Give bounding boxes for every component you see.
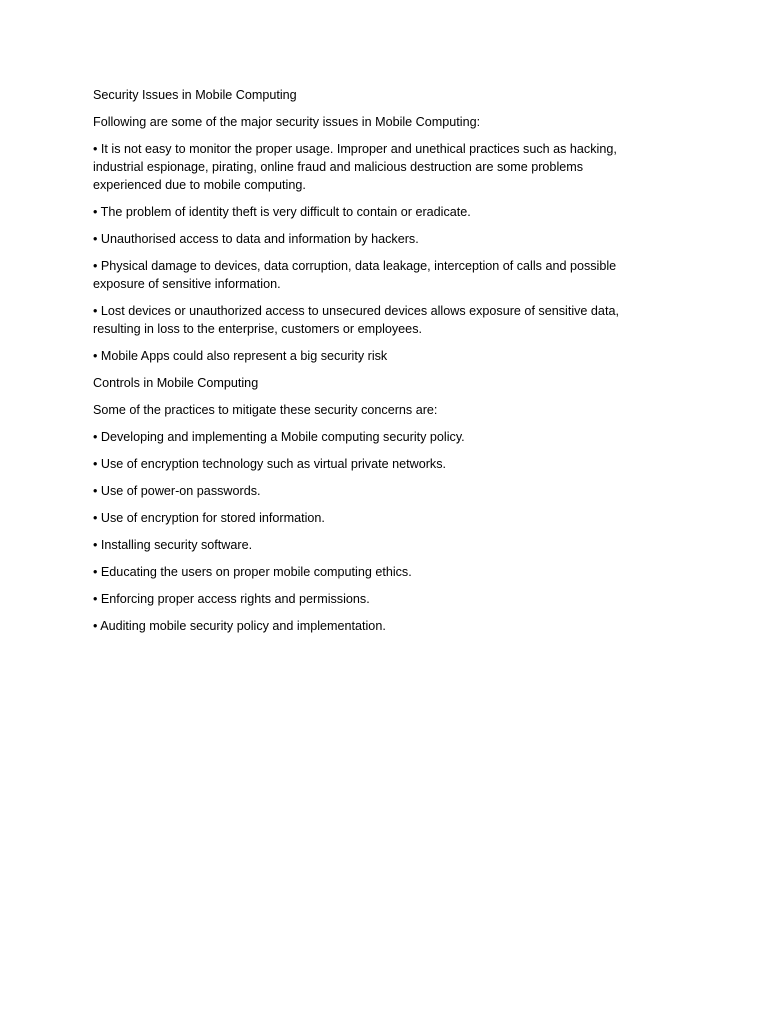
bullet-item: • Use of encryption technology such as virtual private networks. bbox=[93, 457, 447, 471]
document-page bbox=[93, 86, 653, 644]
section-heading-controls: Controls in Mobile Computing bbox=[93, 376, 259, 390]
bullet-item: • Unauthorised access to data and information by hackers. bbox=[93, 232, 419, 246]
section-heading-security-issues: Security Issues in Mobile Computing bbox=[93, 88, 297, 102]
bullet-item: • Use of encryption for stored information. bbox=[93, 511, 325, 525]
bullet-item: • Physical damage to devices, data corruption, data leakage, interception of calls and possible exposure of sensitive information. bbox=[93, 259, 617, 291]
bullet-item: • Lost devices or unauthorized access to unsecured devices allows exposure of sensitive data, resulting in loss to the enterprise, customers or employees. bbox=[93, 304, 619, 336]
bullet-item: • The problem of identity theft is very difficult to contain or eradicate. bbox=[93, 205, 471, 219]
bullet-item: • Installing security software. bbox=[93, 538, 253, 552]
bullet-item: • Enforcing proper access rights and permissions. bbox=[93, 592, 370, 606]
section-intro-security-issues: Following are some of the major security issues in Mobile Computing: bbox=[93, 115, 481, 129]
bullet-item: • Auditing mobile security policy and implementation. bbox=[93, 619, 386, 633]
section-intro-controls: Some of the practices to mitigate these security concerns are: bbox=[93, 403, 438, 417]
bullet-item: • Developing and implementing a Mobile computing security policy. bbox=[93, 430, 465, 444]
bullet-item: • Mobile Apps could also represent a big security risk bbox=[93, 349, 388, 363]
bullet-item: • It is not easy to monitor the proper usage. Improper and unethical practices such as hacking, industrial espionage, pirating, online fraud and malicious destruction are some problems experienced due to mobile computing. bbox=[93, 142, 617, 192]
bullet-item: • Use of power-on passwords. bbox=[93, 484, 261, 498]
bullet-item: • Educating the users on proper mobile computing ethics. bbox=[93, 565, 412, 579]
